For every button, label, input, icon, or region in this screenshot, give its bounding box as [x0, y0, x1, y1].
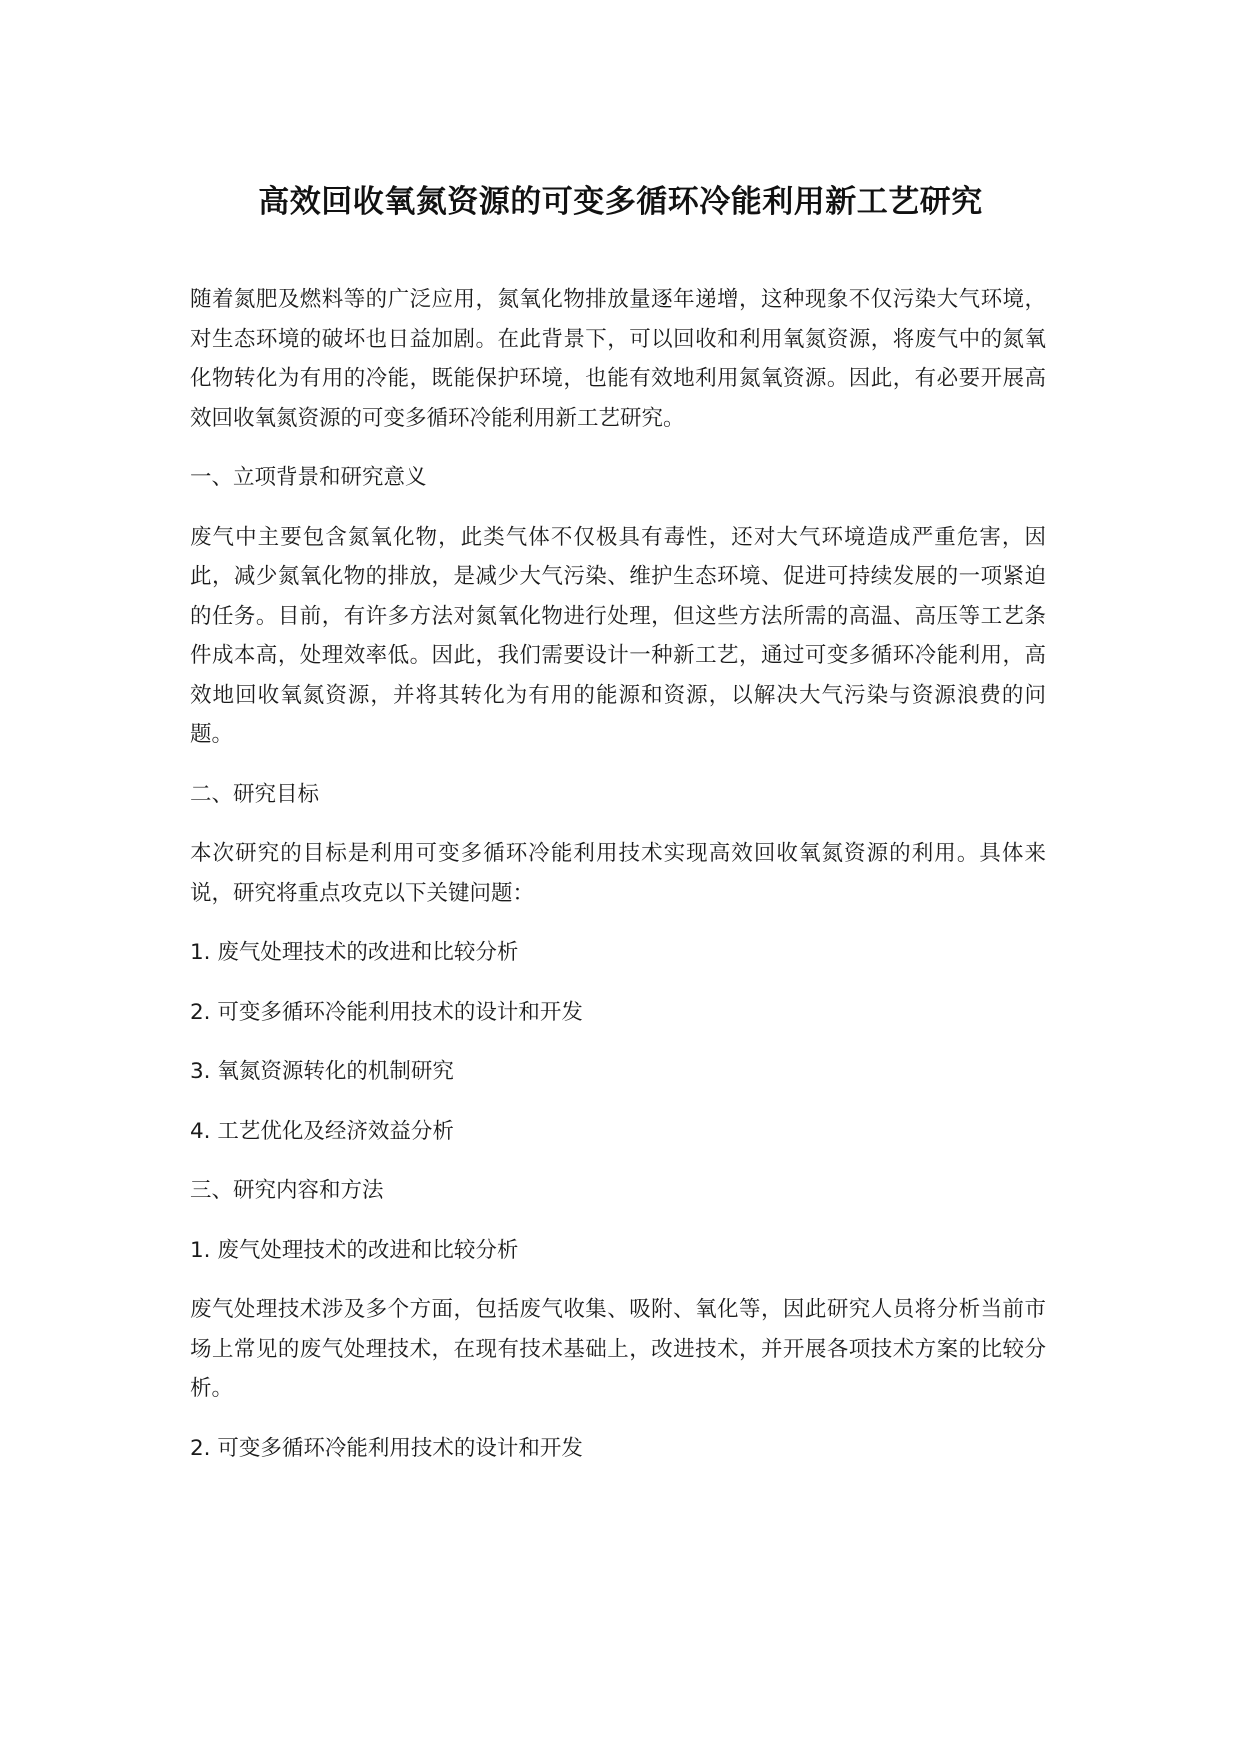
- document-body: [190, 280, 1046, 1488]
- section-3-sub1-paragraph: 废气处理技术涉及多个方面，包括废气收集、吸附、氧化等，因此研究人员将分析当前市场上常见的废气处理技术，在现有技术基础上，改进技术，并开展各项技术方案的比较分析。: [190, 1297, 1046, 1401]
- section-1-heading: 一、立项背景和研究意义: [190, 465, 427, 490]
- document-title: 高效回收氧氮资源的可变多循环冷能利用新工艺研究: [258, 184, 983, 220]
- intro-paragraph: 随着氮肥及燃料等的广泛应用，氮氧化物排放量逐年递增，这种现象不仅污染大气环境，对生态环境的破坏也日益加剧。在此背景下，可以回收和利用氧氮资源，将废气中的氮氧化物转化为有用的冷能，既能保护环境，也能有效地利用氮氧资源。因此，有必要开展高效回收氧氮资源的可变多循环冷能利用新工艺研究。: [190, 287, 1046, 431]
- objective-item: 3. 氧氮资源转化的机制研究: [190, 1059, 454, 1084]
- section-2-heading: 二、研究目标: [190, 781, 320, 807]
- section-3-subheading-2: 2. 可变多循环冷能利用技术的设计和开发: [190, 1435, 583, 1461]
- section-1-paragraph: 废气中主要包含氮氧化物，此类气体不仅极具有毒性，还对大气环境造成严重危害，因此，减少氮氧化物的排放，是减少大气污染、维护生态环境、促进可持续发展的一项紧迫的任务。目前，有许多方法对氮氧化物进行处理，但这些方法所需的高温、高压等工艺条件成本高，处理效率低。因此，我们需要设计一种新工艺，通过可变多循环冷能利用，高效地回收氧氮资源，并将其转化为有用的能源和资源，以解决大气污染与资源浪费的问题。: [190, 524, 1046, 747]
- objective-item: 2. 可变多循环冷能利用技术的设计和开发: [190, 999, 583, 1025]
- section-3-subheading-1: 1. 废气处理技术的改进和比较分析: [190, 1237, 519, 1263]
- objective-item: 4. 工艺优化及经济效益分析: [190, 1118, 454, 1144]
- section-3-heading: 三、研究内容和方法: [190, 1178, 384, 1203]
- section-2-paragraph: 本次研究的目标是利用可变多循环冷能利用技术实现高效回收氧氮资源的利用。具体来说，研究将重点攻克以下关键问题：: [190, 841, 1046, 906]
- objective-item: 1. 废气处理技术的改进和比较分析: [190, 940, 519, 965]
